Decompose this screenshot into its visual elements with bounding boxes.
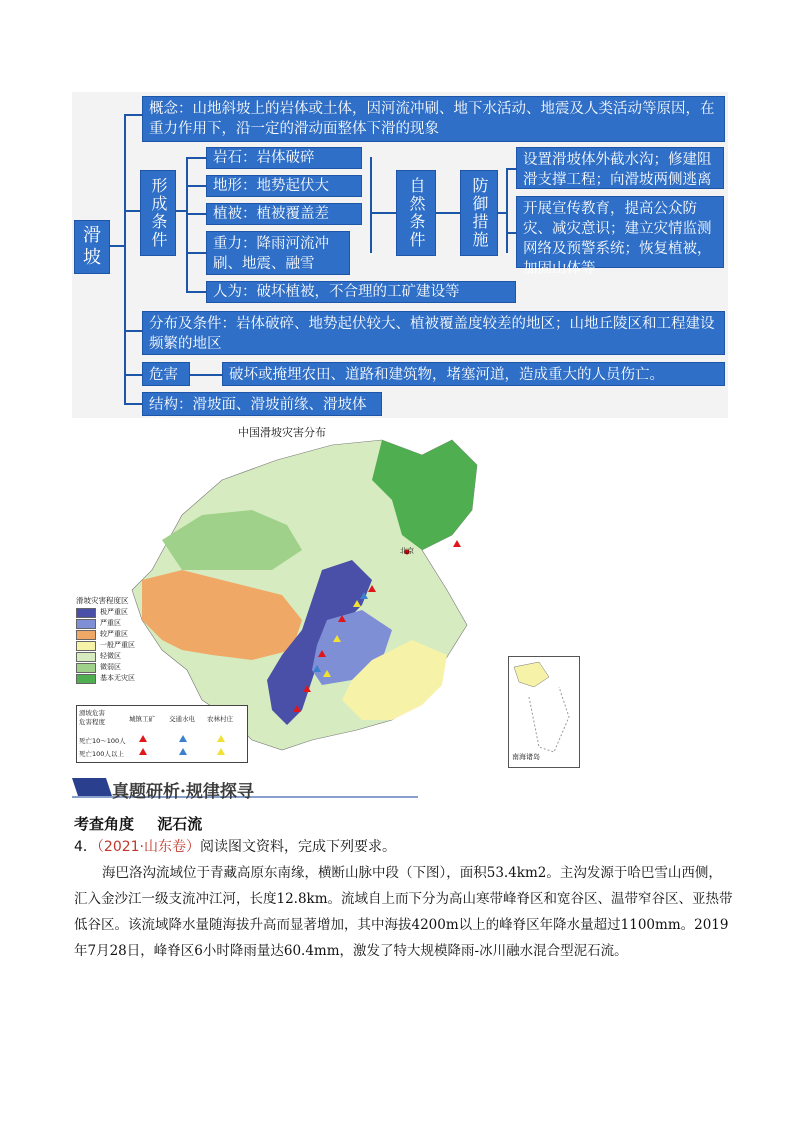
natural-node: 自然条件	[396, 170, 436, 256]
condition-gravity: 重力：降雨河流冲刷、地震、融雪	[206, 231, 350, 275]
exam-angle-label: 考查角度	[74, 815, 135, 833]
legend-label: 基本无灾区	[100, 674, 135, 682]
exam-angle	[74, 813, 202, 834]
hazard-row-2: 死亡100人以上	[79, 750, 124, 758]
harm-label-node: 危害	[142, 362, 190, 386]
question-text: 阅读图文资料，完成下列要求。	[200, 839, 397, 855]
prevention-engineering: 设置滑坡体外截水沟；修建阻滑支撑工程；向滑坡两侧逃离	[516, 147, 724, 189]
root-connector	[110, 245, 126, 247]
hazard-row-1: 死亡10～100人	[79, 737, 126, 745]
concept-node: 概念：山地斜坡上的岩体或土体，因河流冲刷、地下水活动、地震及人类活动等原因，在重力作用下，沿一定的滑动面整体下滑的现象	[142, 96, 725, 142]
conditions-stub	[176, 210, 188, 212]
triangle-icon	[217, 735, 225, 742]
inset-label: 南海诸岛	[512, 753, 540, 761]
hazard-table	[76, 705, 248, 763]
legend-swatch	[76, 652, 96, 662]
cond-line-5	[186, 291, 206, 293]
capital-label: 北京	[400, 547, 414, 555]
map-title: 中国滑坡灾害分布	[238, 426, 326, 439]
structure-connector	[124, 403, 144, 405]
legend-swatch	[76, 608, 96, 618]
triangle-icon	[179, 735, 187, 742]
legend-label: 严重区	[100, 619, 121, 627]
legend-item	[76, 607, 135, 618]
legend-label: 较严重区	[100, 630, 128, 638]
legend-swatch	[76, 641, 96, 651]
hazard-col-3: 农林村庄	[207, 715, 233, 723]
legend-swatch	[76, 619, 96, 629]
formation-node: 形成条件	[140, 170, 176, 256]
main-connector	[124, 114, 126, 404]
triangle-icon	[139, 748, 147, 755]
condition-vegetation: 植被：植被覆盖差	[206, 203, 362, 225]
condition-terrain: 地形：地势起伏大	[206, 175, 362, 197]
legend-item	[76, 618, 135, 629]
legend-item	[76, 640, 135, 651]
harm-connector	[124, 374, 144, 376]
legend-item	[76, 629, 135, 640]
prev-line-2	[506, 232, 516, 234]
prev-connector	[436, 212, 460, 214]
question-line	[74, 836, 396, 856]
legend-label: 极严重区	[100, 608, 128, 616]
legend-title: 滑坡灾害程度区	[76, 596, 129, 605]
legend-item	[76, 651, 135, 662]
hazard-header: 滑坡危害	[79, 709, 105, 717]
condition-human: 人为：破坏植被，不合理的工矿建设等	[206, 281, 516, 303]
nat-connector	[370, 212, 396, 214]
harm-node: 破坏或掩埋农田、道路和建筑物，堵塞河道，造成重大的人员伤亡。	[222, 362, 725, 386]
map-legend	[76, 596, 135, 684]
prevention-education: 开展宣传教育，提高公众防灾、减灾意识；建立灾情监测网络及预警系统；恢复植被，加固山体等	[516, 196, 724, 268]
question-source: （2021·山东卷）	[96, 839, 201, 855]
nat-bracket	[370, 157, 372, 253]
prev-bracket	[506, 168, 508, 253]
hazard-col-2: 交通水电	[169, 715, 195, 723]
distribution-connector	[124, 330, 144, 332]
triangle-icon	[179, 748, 187, 755]
question-paragraph: 海巴洛沟流域位于青藏高原东南缘，横断山脉中段（下图），面积53.4km2。主沟发源于哈巴雪山西侧，汇入金沙江一级支流冲江河，长度12.8km。流域自上而下分为高山寒带峰脊区和宽谷区、温带窄谷区、亚热带低谷区。该流域降水量随海拔升高而显著增加，其中海拔4200m以上的峰脊区年降水量超过1100mm。2019年7月28日，峰脊区6小时降雨量达60.4mm，激发了特大规模降雨-冰川融水混合型泥石流。	[74, 865, 733, 959]
harm-dash	[190, 374, 222, 376]
hazard-axis: 危害程度	[79, 718, 105, 726]
cond-line-3	[186, 213, 206, 215]
legend-item	[76, 662, 135, 673]
structure-node: 结构：滑坡面、滑坡前缘、滑坡体等	[142, 392, 382, 416]
prev-stub	[498, 212, 508, 214]
concept-connector	[124, 114, 144, 116]
root-node: 滑坡	[74, 220, 110, 274]
legend-label: 微弱区	[100, 663, 121, 671]
legend-swatch	[76, 630, 96, 640]
hazard-col-1: 城镇工矿	[129, 715, 155, 723]
cond-line-4	[186, 252, 206, 254]
cond-line-1	[186, 157, 206, 159]
question-number: 4．	[74, 839, 97, 855]
distribution-node: 分布及条件：岩体破碎、地势起伏较大、植被覆盖度较差的地区；山地丘陵区和工程建设频繁的地区	[142, 311, 725, 355]
legend-label: 一般严重区	[100, 641, 135, 649]
exam-angle-value: 泥石流	[157, 815, 203, 833]
prev-line-1	[506, 168, 516, 170]
condition-rock: 岩石：岩体破碎	[206, 147, 362, 169]
triangle-icon	[217, 748, 225, 755]
legend-swatch	[76, 663, 96, 673]
legend-item	[76, 673, 135, 684]
triangle-icon	[139, 735, 147, 742]
formation-connector	[124, 210, 140, 212]
cond-line-2	[186, 185, 206, 187]
legend-label: 轻微区	[100, 652, 121, 660]
conditions-connector	[186, 157, 188, 292]
prevention-node: 防御措施	[460, 170, 498, 256]
legend-swatch	[76, 674, 96, 684]
section-banner: 真题研析·规律探寻	[112, 782, 254, 802]
